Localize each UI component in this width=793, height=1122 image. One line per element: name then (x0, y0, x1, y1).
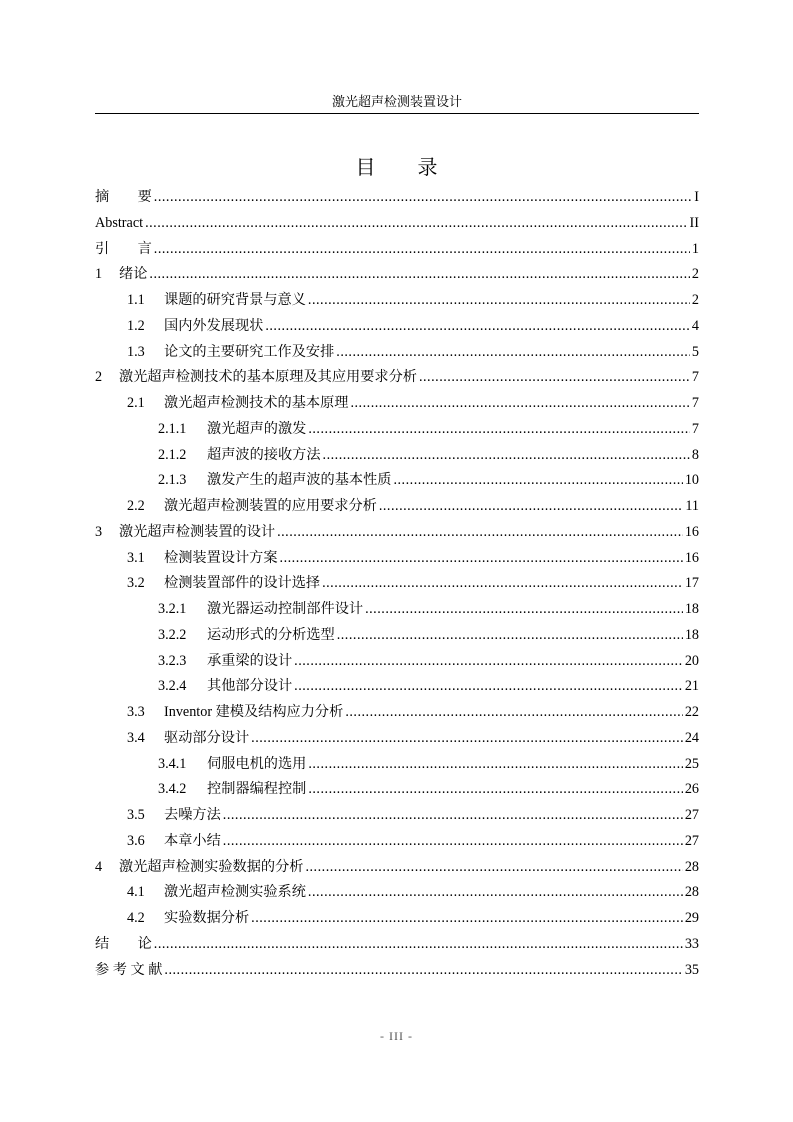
toc-entry-title: 超声波的接收方法 (207, 446, 321, 463)
toc-entry-title: 激光超声检测装置的设计 (119, 523, 276, 540)
dot-leader (350, 391, 689, 417)
toc-entry-page: 7 (691, 395, 699, 411)
toc-entry-label (95, 237, 152, 263)
dot-leader (294, 674, 683, 700)
toc-entry-label (95, 365, 417, 391)
toc-entry-label (127, 288, 306, 314)
toc-entry-page: 27 (684, 832, 699, 849)
toc-entry-title: 结 论 (95, 935, 152, 952)
toc-entry-page: 8 (691, 446, 699, 463)
toc-entry-page: 24 (684, 729, 699, 746)
toc-entry[interactable] (95, 365, 699, 391)
toc-entry-number: 3.4 (127, 729, 145, 746)
toc-entry[interactable] (95, 520, 699, 546)
dot-leader (393, 468, 682, 494)
toc-entry-number: 3.2 (127, 575, 145, 592)
toc-entry-label (158, 777, 306, 803)
toc-entry-number: 4 (95, 858, 103, 875)
toc-entry[interactable] (95, 391, 699, 417)
dot-leader (323, 443, 690, 469)
toc-entry-page: 7 (691, 369, 699, 386)
toc-entry[interactable] (95, 829, 699, 855)
toc-entry-label (127, 880, 306, 906)
toc-entry-page: 1 (691, 240, 699, 257)
toc-entry-label (127, 340, 334, 366)
toc-entry-title: 检测装置部件的设计选择 (164, 575, 321, 592)
toc-entry-title: 课题的研究背景与意义 (164, 292, 306, 308)
toc-entry-page: 7 (691, 420, 699, 437)
toc-entry-title: 运动形式的分析选型 (207, 626, 335, 643)
dot-leader (294, 649, 683, 675)
toc-entry-page: 29 (684, 910, 699, 926)
dot-leader (308, 777, 682, 803)
toc-entry-page: 21 (684, 678, 699, 695)
toc-entry[interactable] (95, 726, 699, 752)
toc-entry-label (95, 958, 162, 984)
toc-entry-label (127, 906, 249, 932)
toc-entry-number: 3.1 (127, 549, 145, 566)
dot-leader (154, 237, 690, 263)
toc-entry-title: 激光器运动控制部件设计 (207, 601, 364, 617)
toc-entry-number: 1 (95, 266, 103, 283)
toc-entry-number: 3 (95, 523, 103, 540)
toc-entry-page: 10 (684, 472, 699, 489)
toc-entry[interactable] (95, 958, 699, 984)
toc-entry-page: 33 (684, 935, 699, 952)
toc-entry[interactable] (95, 211, 699, 237)
dot-leader (345, 700, 683, 726)
toc-entry-number: 2.1.2 (158, 446, 187, 463)
toc-entry[interactable] (95, 880, 699, 906)
toc-entry-page: 11 (685, 498, 699, 514)
toc-entry-label (158, 417, 306, 443)
toc-entry-title: 激光超声的激发 (207, 420, 307, 437)
toc-entry-page: 16 (684, 549, 699, 566)
toc-entry-page: 20 (684, 652, 699, 669)
toc-entry-label (127, 829, 221, 855)
toc-entry[interactable] (95, 932, 699, 958)
toc-entry-label (158, 597, 363, 623)
toc-entry-label (127, 700, 343, 726)
toc-entry-page: 18 (684, 601, 699, 617)
toc-entry-label (127, 571, 320, 597)
toc-entry-label (127, 391, 348, 417)
toc-entry-number: 4.1 (127, 884, 145, 901)
toc-entry-title: Abstract (95, 214, 144, 231)
toc-entry-number: 3.4.2 (158, 781, 187, 798)
toc-entry-title: 实验数据分析 (164, 910, 250, 926)
toc-entry[interactable] (95, 752, 699, 778)
toc-entry-title: 检测装置设计方案 (164, 549, 278, 566)
toc-entry[interactable] (95, 906, 699, 932)
toc-entry-title: 引 言 (95, 240, 152, 257)
toc-entry-label (158, 468, 391, 494)
toc-title-right: 录 (417, 157, 438, 179)
toc-entry-label (127, 546, 278, 572)
dot-leader (154, 185, 693, 211)
dot-leader (308, 880, 683, 906)
toc-entry-label (158, 752, 306, 778)
toc-entry-number: 2.2 (127, 498, 145, 514)
toc-entry-page: 16 (684, 523, 699, 540)
toc-entry-title: 控制器编程控制 (207, 781, 307, 798)
toc-entry[interactable] (95, 546, 699, 572)
toc-entry-label (95, 855, 303, 881)
dot-leader (336, 340, 690, 366)
dot-leader (251, 726, 683, 752)
toc-entry-page: 2 (691, 292, 699, 308)
dot-leader (223, 829, 683, 855)
toc-entry-number: 3.2.1 (158, 601, 187, 617)
toc-entry-label (158, 649, 292, 675)
toc-entry-page: II (689, 214, 699, 231)
toc-entry[interactable] (95, 803, 699, 829)
toc-entry-page: 26 (684, 781, 699, 798)
toc-entry-title: 激光超声检测技术的基本原理及其应用要求分析 (119, 369, 417, 386)
page-number: - III - (380, 1029, 413, 1043)
toc-entry-page: 4 (691, 317, 699, 334)
toc-entry[interactable] (95, 340, 699, 366)
toc-entry-title: 驱动部分设计 (164, 729, 250, 746)
header-divider (95, 113, 699, 114)
toc-entry-page: 27 (684, 807, 699, 823)
toc-entry-title: 承重梁的设计 (207, 652, 293, 669)
dot-leader (277, 520, 683, 546)
dot-leader (223, 803, 683, 829)
toc-entry-title: 绪论 (119, 266, 148, 283)
toc-entry-page: 5 (691, 343, 699, 360)
toc-entry-title: 激光超声检测实验数据的分析 (119, 858, 304, 875)
toc-entry[interactable] (95, 777, 699, 803)
toc-entry-label (95, 262, 147, 288)
dot-leader (251, 906, 683, 932)
dot-leader (308, 752, 682, 778)
toc-entry[interactable] (95, 597, 699, 623)
toc-entry-number: 1.3 (127, 343, 145, 360)
toc-entry-label (95, 932, 152, 958)
toc-entry-number: 3.2.4 (158, 678, 187, 695)
toc-entry[interactable] (95, 494, 699, 520)
toc-entry-number: 3.2.3 (158, 652, 187, 669)
dot-leader (337, 623, 683, 649)
dot-leader (149, 262, 690, 288)
toc-entry-number: 2.1 (127, 395, 145, 411)
toc-entry-title: 激光超声检测装置的应用要求分析 (164, 498, 377, 514)
toc-entry[interactable] (95, 649, 699, 675)
toc-entry-number: 2.1.3 (158, 472, 187, 489)
toc-entry-number: 3.3 (127, 704, 145, 720)
running-header: 激光超声检测装置设计 (331, 94, 462, 109)
toc-entry-number: 3.5 (127, 807, 145, 823)
toc-entry[interactable] (95, 443, 699, 469)
toc-entry[interactable] (95, 237, 699, 263)
toc-entry-number: 2.1.1 (158, 420, 187, 437)
dot-leader (154, 932, 683, 958)
toc-entry[interactable] (95, 314, 699, 340)
dot-leader (379, 494, 684, 520)
dot-leader (280, 546, 683, 572)
toc-entry-title: 伺服电机的选用 (207, 755, 307, 772)
toc-entry[interactable] (95, 468, 699, 494)
toc-entry-label (95, 185, 152, 211)
toc-entry-page: 28 (684, 884, 699, 901)
toc-entry-number: 2 (95, 369, 103, 386)
table-of-contents (95, 185, 699, 983)
toc-entry-label (127, 314, 263, 340)
toc-entry-label (95, 211, 143, 237)
toc-entry-label (158, 674, 292, 700)
toc-entry-label (127, 494, 377, 520)
toc-entry[interactable] (95, 674, 699, 700)
toc-entry-title: 摘 要 (95, 189, 152, 205)
toc-entry-page: I (694, 189, 699, 205)
toc-entry-number: 3.4.1 (158, 755, 187, 772)
toc-entry-title: 激光超声检测实验系统 (164, 884, 306, 901)
toc-entry[interactable] (95, 185, 699, 211)
toc-entry-label (158, 623, 335, 649)
toc-entry[interactable] (95, 623, 699, 649)
dot-leader (265, 314, 690, 340)
toc-entry-title: 激发产生的超声波的基本性质 (207, 472, 392, 489)
toc-entry[interactable] (95, 288, 699, 314)
toc-entry-title: Inventor 建模及结构应力分析 (164, 704, 344, 720)
toc-entry[interactable] (95, 417, 699, 443)
toc-entry-title: 参 考 文 献 (95, 961, 163, 978)
toc-entry-page: 25 (684, 755, 699, 772)
toc-entry-title: 其他部分设计 (207, 678, 293, 695)
toc-entry-page: 2 (691, 266, 699, 283)
dot-leader (164, 958, 682, 984)
toc-entry-page: 28 (684, 858, 699, 875)
toc-entry[interactable] (95, 700, 699, 726)
dot-leader (145, 211, 687, 237)
toc-entry-number: 1.1 (127, 292, 145, 308)
toc-entry[interactable] (95, 855, 699, 881)
toc-entry-label (127, 726, 249, 752)
toc-entry-page: 18 (684, 626, 699, 643)
toc-title (0, 156, 793, 180)
toc-entry-page: 35 (684, 961, 699, 978)
dot-leader (419, 365, 690, 391)
toc-entry-title: 论文的主要研究工作及安排 (164, 343, 335, 360)
dot-leader (305, 855, 682, 881)
toc-entry-page: 17 (684, 575, 699, 592)
toc-entry[interactable] (95, 262, 699, 288)
toc-entry-number: 3.6 (127, 832, 145, 849)
toc-entry-page: 22 (684, 704, 699, 720)
toc-entry-title: 国内外发展现状 (164, 317, 264, 334)
toc-entry-label (158, 443, 321, 469)
dot-leader (322, 571, 683, 597)
toc-entry-number: 3.2.2 (158, 626, 187, 643)
toc-entry-number: 1.2 (127, 317, 145, 334)
toc-entry-number: 4.2 (127, 910, 145, 926)
toc-entry-label (127, 803, 221, 829)
toc-entry-title: 本章小结 (164, 832, 221, 849)
dot-leader (308, 417, 690, 443)
toc-entry-title: 激光超声检测技术的基本原理 (164, 395, 349, 411)
toc-entry-label (95, 520, 275, 546)
toc-entry-title: 去噪方法 (164, 807, 221, 823)
toc-entry[interactable] (95, 571, 699, 597)
toc-title-left: 目 (355, 157, 376, 179)
dot-leader (365, 597, 683, 623)
dot-leader (308, 288, 690, 314)
